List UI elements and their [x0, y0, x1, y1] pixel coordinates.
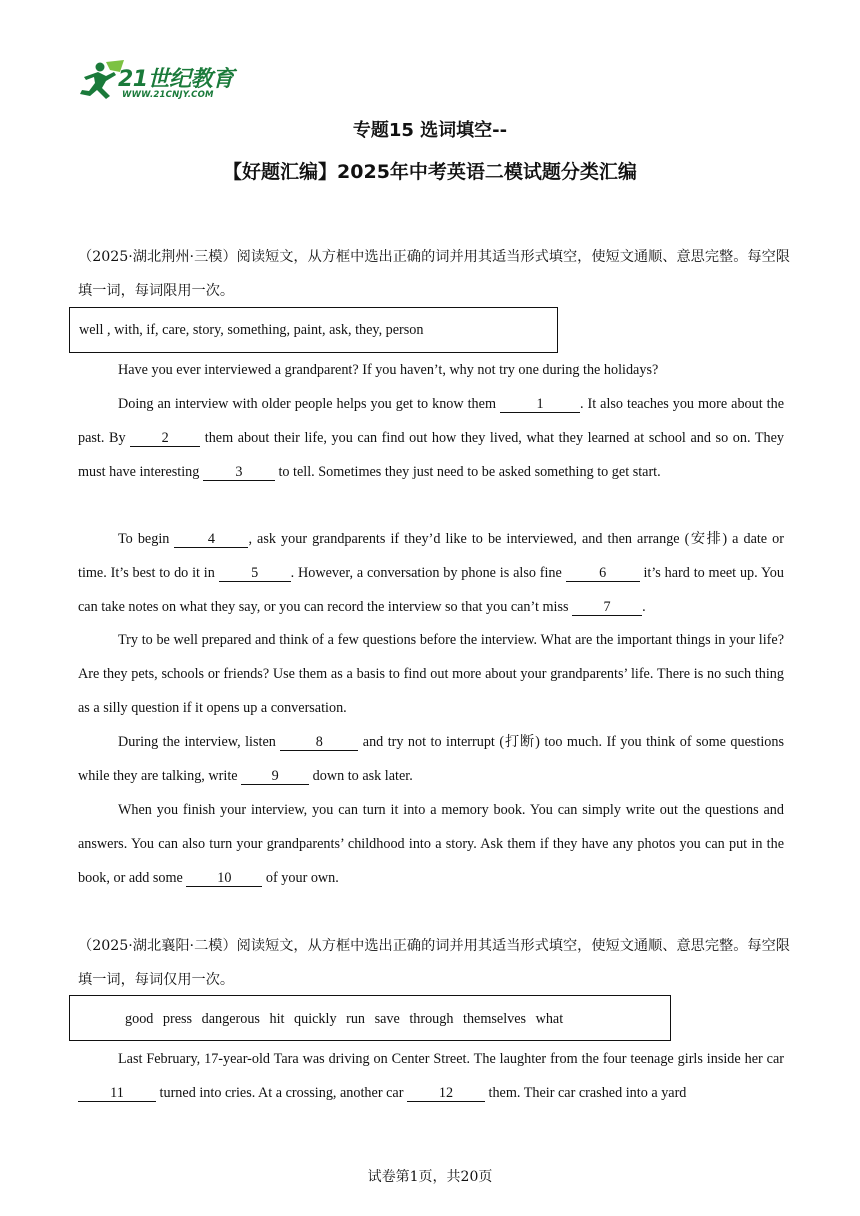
text-run: When you finish your interview, you can turn it into a memory book. You can simply write out the questions and answers. You can also turn your grandparents’ childhood into a story. Ask them if they have any photos you can put in the book, or add some	[78, 802, 784, 886]
text-run: To begin	[118, 531, 175, 547]
logo-brand: 21世纪教育	[118, 67, 234, 92]
blank-9[interactable]: 9	[241, 768, 309, 785]
section1-paragraph-1: Have you ever interviewed a grandparent? If you haven’t, why not try one during the holidays?	[118, 362, 659, 378]
blank-11[interactable]: 11	[78, 1085, 156, 1102]
section2-word-box	[69, 995, 671, 1041]
section1-paragraph-2	[78, 388, 784, 489]
blank-2[interactable]: 2	[130, 430, 200, 447]
blank-10[interactable]: 10	[186, 870, 262, 887]
text-run: . However, a conversation by phone is also fine	[290, 564, 566, 581]
text-run: .	[642, 598, 646, 615]
blank-7[interactable]: 7	[572, 599, 642, 616]
section1-paragraph-4: Try to be well prepared and think of a few questions before the interview. What are the important things in your life? Are they pets, schools or friends? Use them as a basis to find out more about your grandparents’ life. There is no such thing as a silly question if it opens up a conversation.	[78, 632, 784, 716]
text-run: During the interview, listen	[118, 734, 281, 750]
text-run: Last February, 17-year-old Tara was driving on Center Street. The laughter from the four teenage girls inside her car	[118, 1051, 784, 1067]
section1-paragraph-6	[78, 794, 784, 895]
blank-8[interactable]: 8	[280, 734, 358, 751]
page-title: 专题15 选词填空--	[352, 120, 508, 141]
page-footer: 试卷第1页，共20页	[367, 1169, 493, 1185]
blank-6[interactable]: 6	[566, 565, 640, 582]
text-run: down to ask later.	[309, 767, 413, 784]
section1-word-box	[69, 307, 558, 353]
text-run: and try not to interrupt (打断) too much. If you think of some questions while they are talking, write	[78, 734, 785, 784]
section1-paragraph-5	[78, 726, 784, 794]
text-run: it’s hard to meet up. You can take notes on what they say, or you can record the interview so that you can’t miss	[78, 564, 784, 615]
section2-paragraph-1	[78, 1043, 784, 1111]
text-run: . It also teaches you more about the past. By	[78, 396, 784, 446]
text-run: them. Their car crashed into a yard	[484, 1084, 687, 1101]
logo	[76, 58, 246, 106]
blank-12[interactable]: 12	[407, 1085, 485, 1102]
blank-4[interactable]: 4	[174, 531, 248, 548]
page-subtitle: 【好题汇编】2025年中考英语二模试题分类汇编	[223, 161, 637, 183]
text-run: turned into cries. At a crossing, another car	[156, 1084, 407, 1101]
text-run: Doing an interview with older people helps you get to know them	[118, 396, 500, 412]
logo-url: WWW.21CNJY.COM	[122, 90, 214, 100]
blank-3[interactable]: 3	[203, 464, 275, 481]
text-run: , ask your grandparents if they’d like to be interviewed, and then arrange (安排) a date or time. It’s best to do it in	[78, 531, 784, 581]
blank-5[interactable]: 5	[219, 565, 291, 582]
text-run: them about their life, you can find out how they lived, what they learned at school and so on. They must have interesting	[78, 429, 784, 480]
section1-word-list: well , with, if, care, story, something, paint, ask, they, person	[79, 322, 424, 338]
text-run: of your own.	[262, 869, 339, 886]
section2-intro: （2025·湖北襄阳·二模）阅读短文，从方框中选出正确的词并用其适当形式填空，使短文通顺、意思完整。每空限填一词，每词仅用一次。	[78, 938, 790, 988]
section1-intro: （2025·湖北荆州·三模）阅读短文，从方框中选出正确的词并用其适当形式填空，使短文通顺、意思完整。每空限填一词，每词限用一次。	[78, 249, 790, 299]
text-run: to tell. Sometimes they just need to be asked something to get start.	[274, 463, 661, 480]
section2-word-list: good press dangerous hit quickly run save through themselves what	[125, 1011, 564, 1027]
blank-1[interactable]: 1	[500, 396, 580, 413]
section1-paragraph-3	[78, 523, 784, 624]
